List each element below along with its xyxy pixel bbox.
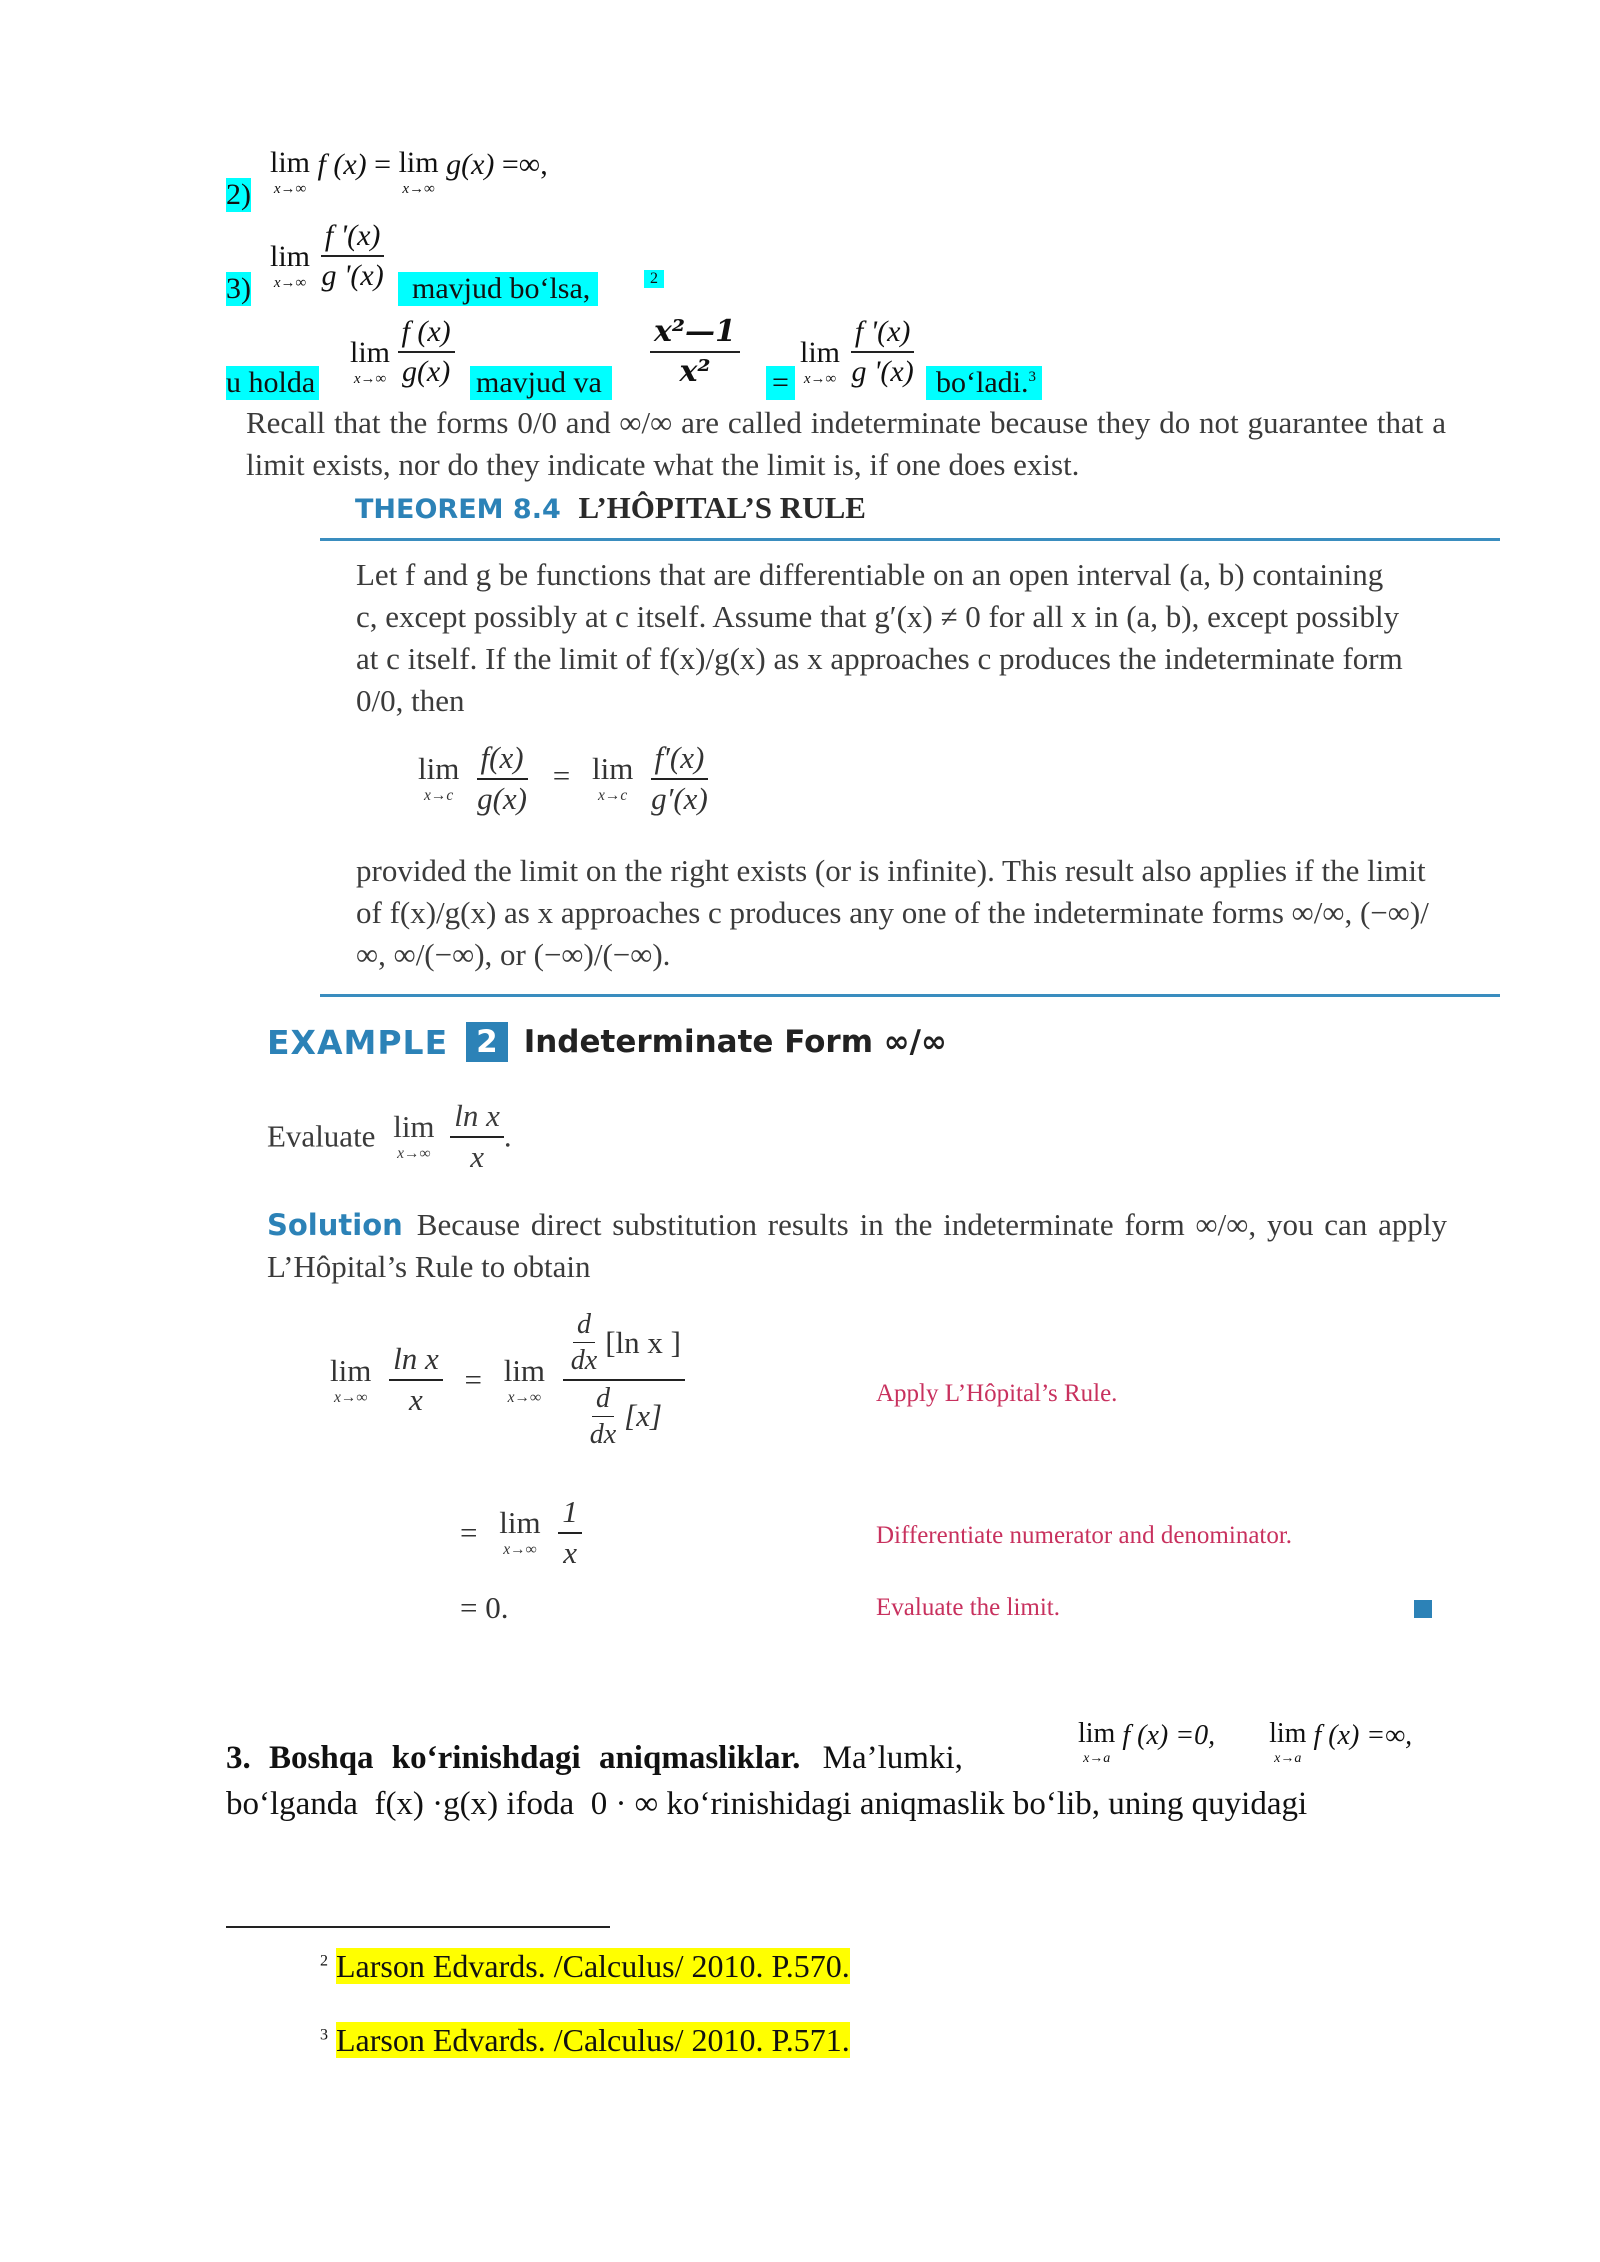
lim-operator: lim x→a xyxy=(1078,1718,1116,1766)
theorem-fraction-right: $\frac{f'(x)}{g'(x)}$ xyxy=(651,740,708,816)
solution-paragraph xyxy=(267,1204,1447,1288)
lim-operator: lim x→∞ xyxy=(350,336,391,387)
theorem-bottom-rule xyxy=(320,994,1500,997)
theorem-label: THEOREM 8.4 xyxy=(355,494,561,525)
theorem-fraction-left: $\frac{f(x)}{g(x)}$ xyxy=(477,740,527,816)
lim-operator: lim x→∞ xyxy=(270,240,311,291)
lim-operator: lim x→c xyxy=(418,751,460,805)
conclusion-limit-1 xyxy=(350,316,455,387)
example-heading xyxy=(267,1022,947,1062)
step2-fraction: $\frac{1}{x}$ xyxy=(558,1496,582,1569)
equals-sign: = xyxy=(766,366,795,400)
theorem-formula: lim x→c $\frac{f(x)}{g(x)}$ = lim x→c $\frac{f'(x)}{g'(x)}$ xyxy=(418,742,712,815)
uholda-text: u holda xyxy=(226,366,319,400)
footnote-ref-2: 2 xyxy=(644,270,664,288)
conclusion-row xyxy=(226,316,1126,412)
lim-operator: lim x→∞ xyxy=(800,336,841,387)
section3-line2: bo‘lganda f(x) ·g(x) ifoda 0 · ∞ ko‘rinishidagi aniqmaslik bo‘lib, uning quyidagi xyxy=(226,1786,1308,1822)
step1-left-fraction: $\frac{\text{ln x}}{x}$ xyxy=(389,1343,443,1416)
item2-expression: lim x→∞ f (x) = lim x→∞ g(x) =∞, xyxy=(270,146,548,197)
example-fraction: $\frac{\text{x²—1}}{\text{x²}}$ xyxy=(650,316,740,387)
derivative-fraction: $\frac{f '(x)}{g '(x)}$ xyxy=(321,219,384,292)
solution-step-2: = lim x→∞ $\frac{1}{x}$ xyxy=(460,1496,582,1569)
footnote-2 xyxy=(320,1948,850,1985)
footnote-2-text: Larson Edvards. /Calculus/ 2010. P.570. xyxy=(336,1948,850,1984)
boladi-text: bo‘ladi.$^3$ xyxy=(926,366,1042,400)
step1-derivative-fraction: $\frac{d}{dx}$ [ln x ] $\frac{d}{dx}$ [x] xyxy=(563,1310,685,1450)
lim-operator: lim x→∞ xyxy=(398,146,439,197)
lim-operator: lim x→∞ xyxy=(330,1352,372,1406)
note-apply-rule: Apply L’Hôpital’s Rule. xyxy=(876,1380,1118,1407)
expr-g: g(x) xyxy=(446,148,495,181)
lim-operator: lim x→a xyxy=(1269,1718,1307,1766)
item3-label: 3) xyxy=(226,272,251,305)
expr-f: f (x) xyxy=(317,148,367,181)
theorem-heading xyxy=(355,490,866,526)
evaluate-line: Evaluate lim x→∞ $\frac{\text{ln x}}{x}$ . xyxy=(267,1098,512,1174)
lim-operator: lim x→∞ xyxy=(393,1109,435,1163)
section3-conditions xyxy=(1078,1720,1412,1766)
lim-operator: lim x→c xyxy=(591,751,634,805)
condition-1: f (x) =0, xyxy=(1122,1720,1216,1751)
section3-heading: 3. Boshqa ko‘rinishdagi aniqmasliklar. xyxy=(226,1740,801,1776)
recall-paragraph: Recall that the forms 0/0 and ∞/∞ are called indeterminate because they do not guarantee that a limit exists, nor do they indicate what the limit is, if one does exist. xyxy=(246,405,1446,482)
note-evaluate: Evaluate the limit. xyxy=(876,1594,1060,1621)
item3-text: mavjud bo‘lsa, xyxy=(398,272,598,306)
solution-step-1: lim x→∞ $\frac{\text{ln x}}{x}$ = lim x→∞ $\frac{d}{dx}$ [ln x ] $\frac{d}{dx}$ [x] xyxy=(330,1310,685,1450)
derivative-fraction: $\frac{f '(x)}{g '(x)}$ xyxy=(851,315,914,388)
footnote-3-text: Larson Edvards. /Calculus/ 2010. P.571. xyxy=(336,2022,850,2058)
end-of-example-square xyxy=(1414,1600,1432,1618)
example-number: 2 xyxy=(466,1022,508,1062)
footnote-separator xyxy=(226,1926,610,1928)
theorem-top-rule xyxy=(320,538,1500,541)
footnote-3-number: 3 xyxy=(320,2026,328,2044)
lim-operator: lim x→∞ xyxy=(503,1352,546,1406)
theorem-paragraph-1: Let f and g be functions that are differentiable on an open interval (a, b) containing c, except possibly at c itself. Assume that g′(x) ≠ 0 for all x in (a, b), except possibly at c itself. If the limit of f(x)/g(x) as x approaches c produces the indeterminate form 0/0, then xyxy=(356,557,1403,718)
note-differentiate: Differentiate numerator and denominator. xyxy=(876,1522,1293,1549)
section3-heading-line xyxy=(226,1740,963,1777)
evaluate-fraction: $\frac{\text{ln x}}{x}$ xyxy=(450,1100,504,1173)
solution-step-3: = 0. xyxy=(460,1590,509,1625)
solution-label: Solution xyxy=(267,1208,403,1242)
condition-2: f (x) =∞, xyxy=(1313,1720,1413,1751)
footnote-3 xyxy=(320,2022,850,2059)
footnote-ref-3: 3 xyxy=(1028,369,1036,385)
lim-operator: lim x→∞ xyxy=(270,146,311,197)
mavjud-va-text: mavjud va xyxy=(470,366,612,400)
example-word: EXAMPLE xyxy=(267,1022,449,1062)
solution-text: Because direct substitution results in the indeterminate form ∞/∞, you can apply L’Hôpital’s Rule to obtain xyxy=(267,1207,1447,1284)
theorem-title: L’HÔPITAL’S RULE xyxy=(578,490,866,525)
example-title: Indeterminate Form ∞/∞ xyxy=(523,1024,947,1060)
item3-limit xyxy=(270,220,388,291)
item2-label: 2) xyxy=(226,178,251,211)
lim-operator: lim x→∞ xyxy=(499,1505,541,1559)
function-fraction: $\frac{f (x)}{g(x)}$ xyxy=(398,316,455,387)
item3-row xyxy=(226,220,726,310)
theorem-paragraph-2: provided the limit on the right exists (or is infinite). This result also applies if the limit of f(x)/g(x) as x approaches c produces any one of the indeterminate forms ∞/∞, (−∞)/∞, ∞/(−∞), or (−∞)/(−∞). xyxy=(356,853,1429,972)
footnote-2-number: 2 xyxy=(320,1952,328,1970)
conclusion-limit-2 xyxy=(800,316,918,387)
section3-maluki: Ma’lumki, xyxy=(822,1740,963,1776)
